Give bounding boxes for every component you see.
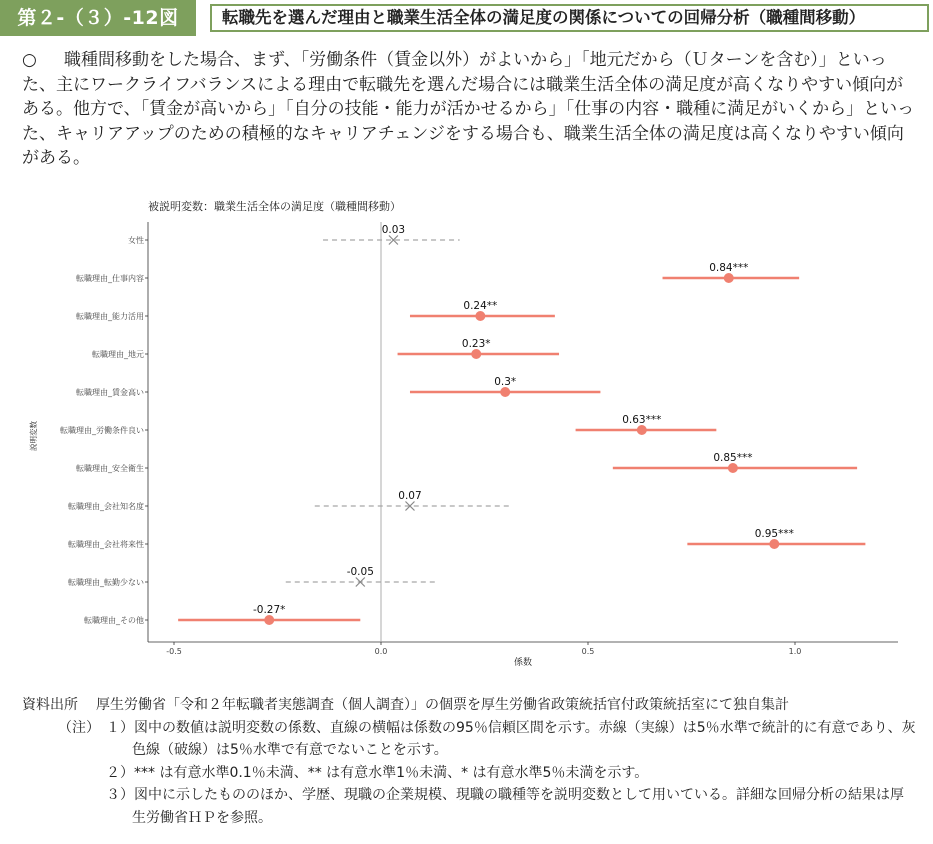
x-tick-label: 1.0 [788, 647, 802, 656]
y-tick-label: 転職理由_転勤少ない [68, 578, 144, 587]
y-tick-label: 転職理由_能力活用 [76, 312, 144, 321]
coefficient-point [724, 273, 734, 283]
figure-header [0, 0, 933, 36]
coefficient-value-label: 0.63*** [622, 414, 662, 426]
source-row [22, 694, 917, 717]
y-tick-label: 転職理由_地元 [92, 350, 144, 359]
coefficient-value-label: -0.27* [253, 604, 286, 616]
lead-paragraph [22, 48, 917, 171]
coefficient-value-label: 0.3* [494, 376, 517, 388]
chart-svg [0, 195, 933, 670]
lead-text: 職種間移動をした場合、まず、「労働条件（賃金以外）がよいから」「地元だから（Ｕターンを含む）」といった、主にワークライフバランスによる理由で転職先を選んだ場合には職業生活全体の満足度が高くなりやすい傾向がある。他方で、「賃金が高いから」「自分の技能・能力が活かせるから」「仕事の内容・職種に満足がいくから」といった、キャリアアップのための積極的なキャリアチェンジをする場合も、職業生活全体の満足度は高くなりやすい傾向がある。 [22, 50, 915, 169]
coefficient-value-label: 0.23* [461, 338, 491, 350]
coefficient-point [769, 539, 779, 549]
notes-label: （注） [58, 719, 100, 736]
y-tick-label: 転職理由_仕事内容 [76, 274, 144, 283]
y-tick-label: 転職理由_安全衛生 [76, 464, 144, 473]
coefficient-point [475, 311, 485, 321]
notes-row [22, 717, 917, 830]
notes-section [22, 694, 917, 829]
coefficient-chart [0, 195, 933, 670]
coefficient-value-label: 0.03 [381, 224, 406, 236]
source-text: 厚生労働省「令和２年転職者実態調査（個人調査）」の個票を厚生労働省政策統括官付政策統括室にて独自集計 [96, 697, 789, 713]
bullet-mark: ○ [22, 50, 37, 70]
y-tick-label: 女性 [128, 236, 144, 245]
x-tick-label: 0.0 [374, 647, 388, 656]
x-tick-label: 0.5 [581, 647, 595, 656]
coefficient-value-label: 0.07 [398, 490, 422, 502]
y-tick-label: 転職理由_会社知名度 [68, 502, 144, 511]
coefficient-point [637, 425, 647, 435]
coefficient-point [500, 387, 510, 397]
coefficient-value-label: -0.05 [346, 566, 374, 578]
coefficient-value-label: 0.84*** [709, 262, 749, 274]
chart-title: 被説明変数：職業生活全体の満足度（職種間移動） [148, 200, 401, 213]
y-axis-label: 説明変数 [29, 421, 38, 451]
note-item: ２）*** は有意水準0.1％未満、** は有意水準1％未満、* は有意水準5％未満を示す。 [106, 764, 649, 781]
coefficient-point [356, 578, 365, 587]
coefficient-point [471, 349, 481, 359]
coefficient-value-label: 0.85*** [713, 452, 753, 464]
marks-layer [178, 224, 865, 625]
y-tick-label: 転職理由_労働条件良い [60, 426, 144, 435]
figure-title: 転職先を選んだ理由と職業生活全体の満足度の関係についての回帰分析（職種間移動） [210, 4, 929, 32]
x-tick-label: -0.5 [166, 647, 182, 656]
y-tick-label: 転職理由_その他 [84, 616, 144, 625]
axis-layer [60, 222, 898, 656]
note-item: １）図中の数値は説明変数の係数、直線の横幅は係数の95％信頼区間を示す。赤線（実線）は5％水準で統計的に有意であり、灰色線（破線）は5％水準で有意でないことを示す。 [106, 719, 916, 758]
y-tick-label: 転職理由_賃金高い [76, 388, 144, 397]
y-tick-label: 転職理由_会社将来性 [68, 540, 144, 549]
source-label: 資料出所 [22, 697, 78, 713]
coefficient-point [728, 463, 738, 473]
coefficient-value-label: 0.95*** [754, 528, 794, 540]
x-axis-label: 係数 [513, 658, 533, 668]
figure-number: 第２-（３）-12図 [0, 0, 196, 36]
coefficient-point [264, 615, 274, 625]
note-item: ３）図中に示したもののほか、学歴、現職の企業規模、現職の職種等を説明変数として用いている。詳細な回帰分析の結果は厚生労働省ＨＰを参照。 [106, 787, 904, 826]
coefficient-value-label: 0.24** [463, 300, 498, 312]
